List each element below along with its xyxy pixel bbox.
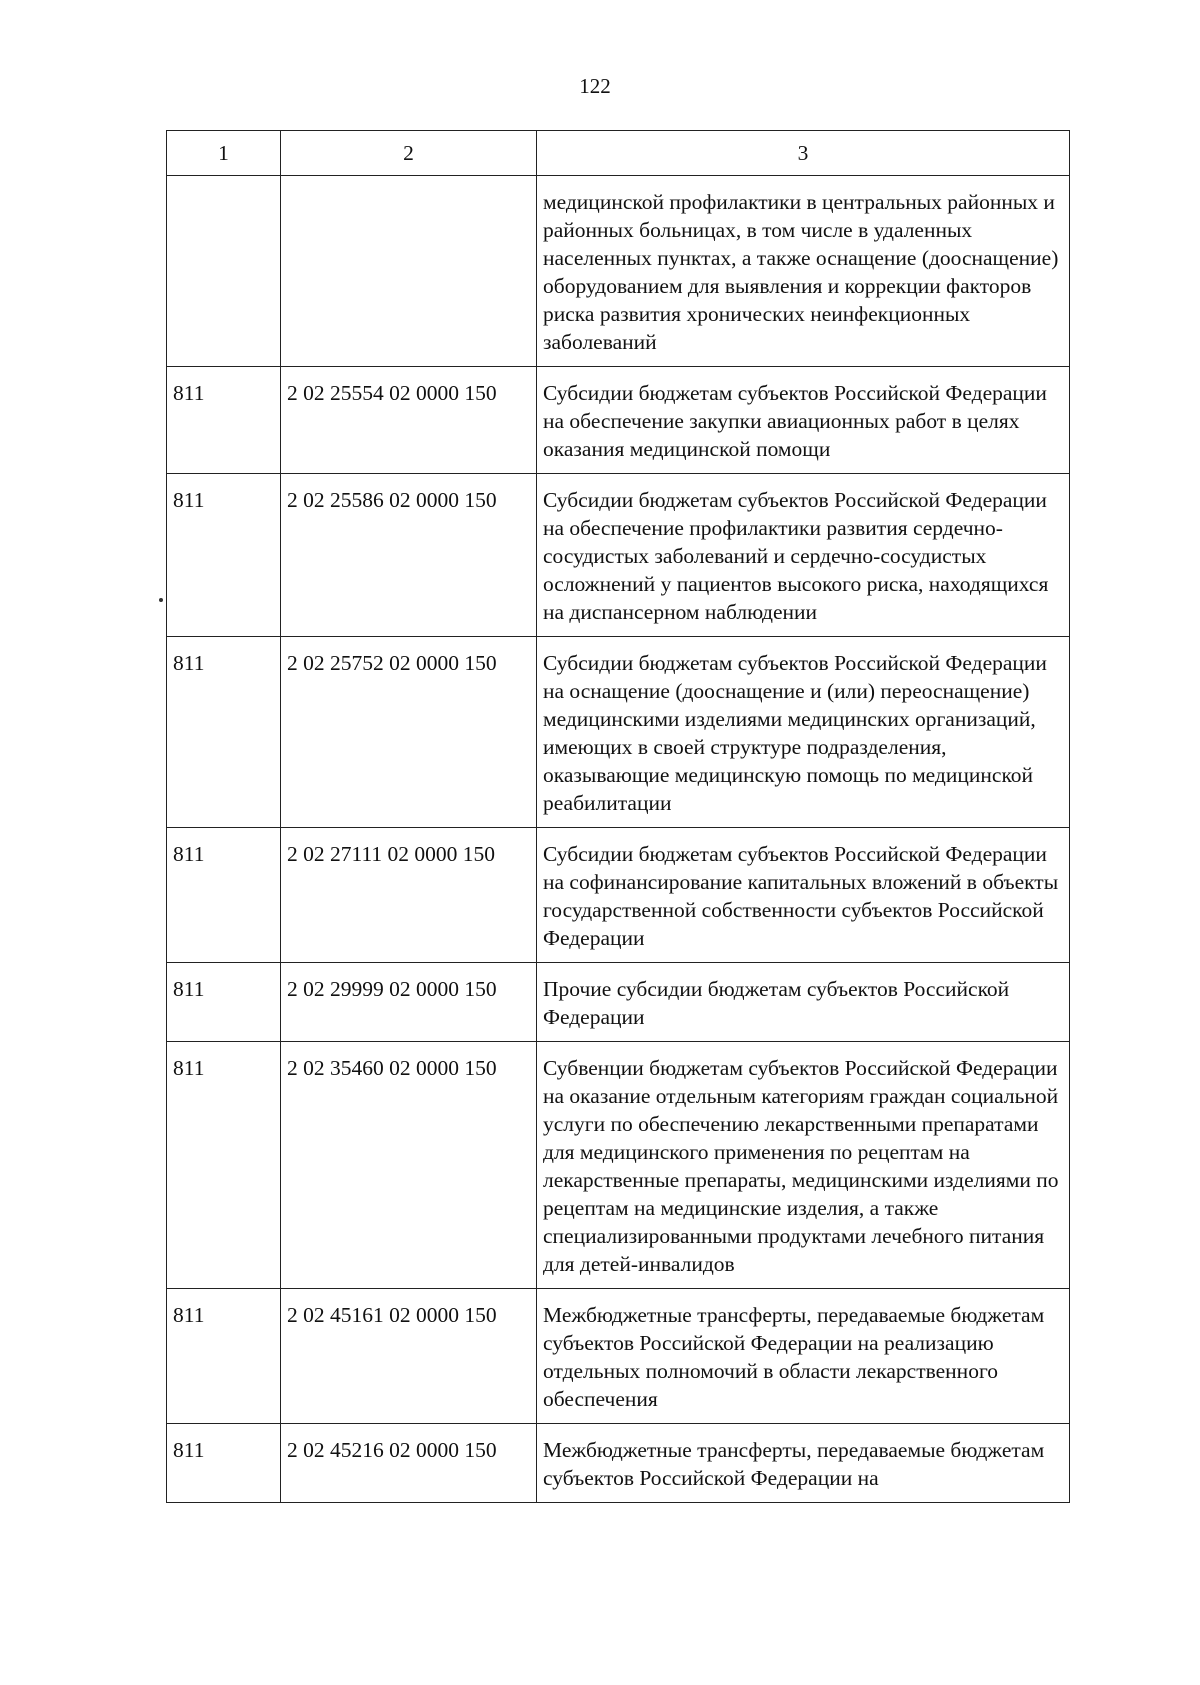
admin-code-cell: 811 xyxy=(167,1289,281,1424)
admin-code-cell: 811 xyxy=(167,637,281,828)
description-cell: Субсидии бюджетам субъектов Российской Федерации на оснащение (дооснащение и (или) переоснащение) медицинскими изделиями медицинских организаций, имеющих в своей структуре подразделения, оказывающие медицинскую помощь по медицинской реабилитации xyxy=(537,637,1070,828)
table-row xyxy=(167,474,1070,637)
description-cell: медицинской профилактики в центральных районных и районных больницах, в том числе в удаленных населенных пунктах, а также оснащение (дооснащение) оборудованием для выявления и коррекции факторов риска развития хронических неинфекционных заболеваний xyxy=(537,176,1070,367)
budget-codes-table xyxy=(166,130,1070,1503)
column-header-1: 1 xyxy=(167,131,281,176)
budget-code-cell xyxy=(281,176,537,367)
description-cell: Субсидии бюджетам субъектов Российской Федерации на софинансирование капитальных вложений в объекты государственной собственности субъектов Российской Федерации xyxy=(537,828,1070,963)
budget-code-cell: 2 02 45161 02 0000 150 xyxy=(281,1289,537,1424)
table-row xyxy=(167,963,1070,1042)
table-header-row xyxy=(167,131,1070,176)
table-row xyxy=(167,637,1070,828)
description-cell: Субсидии бюджетам субъектов Российской Федерации на обеспечение закупки авиационных работ в целях оказания медицинской помощи xyxy=(537,367,1070,474)
budget-code-cell: 2 02 25586 02 0000 150 xyxy=(281,474,537,637)
budget-code-cell: 2 02 27111 02 0000 150 xyxy=(281,828,537,963)
admin-code-cell: 811 xyxy=(167,474,281,637)
table-row xyxy=(167,176,1070,367)
budget-code-cell: 2 02 45216 02 0000 150 xyxy=(281,1424,537,1503)
column-header-3: 3 xyxy=(537,131,1070,176)
table-row xyxy=(167,1042,1070,1289)
budget-code-cell: 2 02 35460 02 0000 150 xyxy=(281,1042,537,1289)
admin-code-cell: 811 xyxy=(167,1424,281,1503)
admin-code-cell: 811 xyxy=(167,367,281,474)
budget-code-cell: 2 02 25554 02 0000 150 xyxy=(281,367,537,474)
admin-code-cell: 811 xyxy=(167,963,281,1042)
admin-code-cell: 811 xyxy=(167,828,281,963)
column-header-2: 2 xyxy=(281,131,537,176)
description-cell: Субсидии бюджетам субъектов Российской Федерации на обеспечение профилактики развития сердечно-сосудистых заболеваний и сердечно-сосудистых осложнений у пациентов высокого риска, находящихся на диспансерном наблюдении xyxy=(537,474,1070,637)
description-cell: Субвенции бюджетам субъектов Российской Федерации на оказание отдельным категориям граждан социальной услуги по обеспечению лекарственными препаратами для медицинского применения по рецептам на лекарственные препараты, медицинскими изделиями по рецептам на медицинские изделия, а также специализированными продуктами лечебного питания для детей-инвалидов xyxy=(537,1042,1070,1289)
description-cell: Прочие субсидии бюджетам субъектов Российской Федерации xyxy=(537,963,1070,1042)
table-row xyxy=(167,367,1070,474)
budget-code-cell: 2 02 29999 02 0000 150 xyxy=(281,963,537,1042)
admin-code-cell: 811 xyxy=(167,1042,281,1289)
admin-code-cell xyxy=(167,176,281,367)
page-number: 122 xyxy=(579,74,611,98)
description-cell: Межбюджетные трансферты, передаваемые бюджетам субъектов Российской Федерации на xyxy=(537,1424,1070,1503)
budget-code-cell: 2 02 25752 02 0000 150 xyxy=(281,637,537,828)
table-row xyxy=(167,828,1070,963)
description-cell: Межбюджетные трансферты, передаваемые бюджетам субъектов Российской Федерации на реализацию отдельных полномочий в области лекарственного обеспечения xyxy=(537,1289,1070,1424)
table-row xyxy=(167,1424,1070,1503)
table-row xyxy=(167,1289,1070,1424)
scan-speck xyxy=(159,598,163,602)
